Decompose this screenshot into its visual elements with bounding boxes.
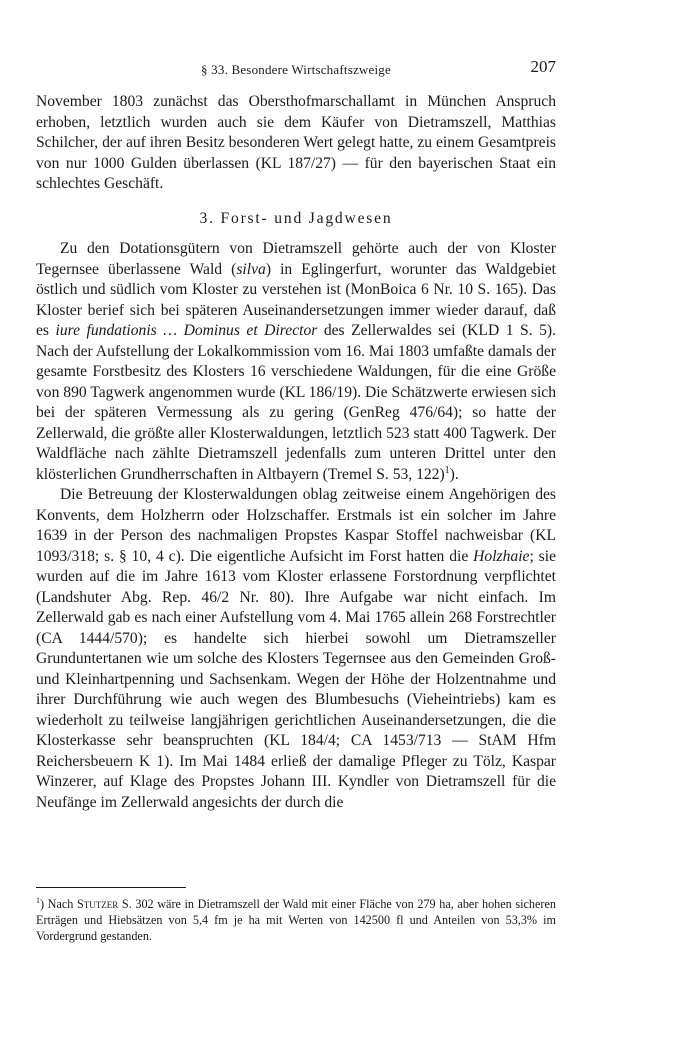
footnote-mark: 1 — [36, 895, 40, 905]
page-number: 207 — [530, 57, 556, 76]
italic-term-silva: silva — [236, 260, 266, 278]
footnote-reference: 1 — [444, 464, 450, 476]
footnote-divider — [36, 887, 186, 888]
running-title: § 33. Besondere Wirtschaftszweige — [201, 62, 391, 77]
footnote-paren: ) — [40, 897, 45, 911]
italic-term-holzhaie: Holzhaie — [473, 547, 530, 565]
book-page — [36, 0, 556, 1050]
running-head — [36, 56, 556, 80]
text-run: des Zellerwaldes sei (KLD 1 S. 5). Nach der Aufstellung der Lokalkommission vom 16. Mai 1803 umfaßte damals der gesamte Forstbesitz des Klosters 16 verschiedene Waldungen, für die eine Größe von 890 Tagwerk angenommen wurde (KL 186/19). Die Schätzwerte erwiesen sich bei der späteren Vermessung als zu gering (GenReg 476/64); so hatte der Zellerwald, die größte aller Klosterwaldungen, letztlich 523 statt 400 Tagwerk. Der Waldfläche nach zählte Dietramszell jedenfalls zum unteren Drittel unter den klösterlichen Grundherrschaften in Altbayern (Tremel S. 53, 122) — [36, 322, 556, 483]
footnote-author: Stutzer — [77, 897, 119, 911]
text-run: Zu den Dotationsgütern von Dietramszell gehörte auch der von Kloster Tegernsee überlassene Wald ( — [36, 240, 556, 278]
text-run: Die Betreuung der Klosterwaldungen oblag zeitweise einem Angehörigen des Konvents, dem Holzherrn oder Holzschaffer. Erstmals ist ein solcher im Jahre 1639 in der Person des nachmaligen Propstes Kaspar Stoffel nachweisbar (KL 1093/318; s. § 10, 4 c). Die eigentliche Aufsicht im Forst hatten die — [36, 486, 556, 565]
footnote-text: Nach — [44, 897, 78, 911]
italic-latin-phrase: iure fundationis … Dominus et Director — [55, 322, 318, 339]
text-run: ) in Eglingerfurt, worunter das Waldgebiet östlich und südlich vom Kloster zu verstehen ist (MonBoica 6 Nr. 10 S. 165). Das Kloster berief sich bei späteren Auseinandersetzungen immer wieder darauf, daß es — [36, 260, 557, 339]
text-run: ). — [449, 465, 459, 483]
section-heading: 3. Forst- und Jagdwesen — [199, 209, 393, 227]
footnote — [36, 896, 556, 944]
body-text — [36, 92, 556, 813]
paragraph-forest-administration — [36, 485, 556, 813]
paragraph-forest-endowment — [36, 239, 556, 485]
text-run: ; sie wurden auf die im Jahre 1613 vom Kloster erlassene Forstordnung verpflichtet (Landshuter Abg. Rep. 46/2 Nr. 80). Ihre Aufgabe war nicht einfach. Im Zellerwald gab es nach einer Aufstellung vom 4. Mai 1765 allein 268 Forstrechtler (CA 1444/570); es handelte sich hierbei sowohl um Dietramszeller Grunduntertanen wie um solche des Klosters Tegernsee aus den Gemeinden Groß- und Kleinhartpenning und Sachsenkam. Wegen der Höhe der Holzentnahme und ihrer Durchführung wie auch wegen des Blumbesuchs (Vieheintriebs) kam es wiederholt zu teilweise langjährigen gerichtlichen Auseinandersetzungen, die die Klosterkasse sehr beanspruchten (KL 184/4; CA 1453/713 — StAM Hfm Reichersbeuern K 1). Im Mai 1484 erließ der damalige Pfleger zu Tölz, Kaspar Winzerer, auf Klage des Propstes Johann III. Kyndler von Dietramszell für die Neufänge im Zellerwald angesichts der durch die — [36, 547, 556, 811]
paragraph-continuation: November 1803 zunächst das Obersthofmarschallamt in München Anspruch erhoben, letztlich wurden auch sie dem Käufer von Dietramszell, Matthias Schilcher, der auf ihren Besitz besonderen Wert gelegt hatte, zu einem Gesamtpreis von nur 1000 Gulden überlassen (KL 187/27) — für den bayerischen Staat ein schlechtes Geschäft. — [36, 93, 556, 192]
footnote-text: S. 302 wäre in Dietramszell der Wald mit einer Fläche von 279 ha, aber hohen sicheren Erträgen und Hiebsätzen von 5,4 fm je ha mit Werten von 142500 fl und Anteilen von 53,3% im Vordergrund gestanden. — [36, 897, 556, 943]
